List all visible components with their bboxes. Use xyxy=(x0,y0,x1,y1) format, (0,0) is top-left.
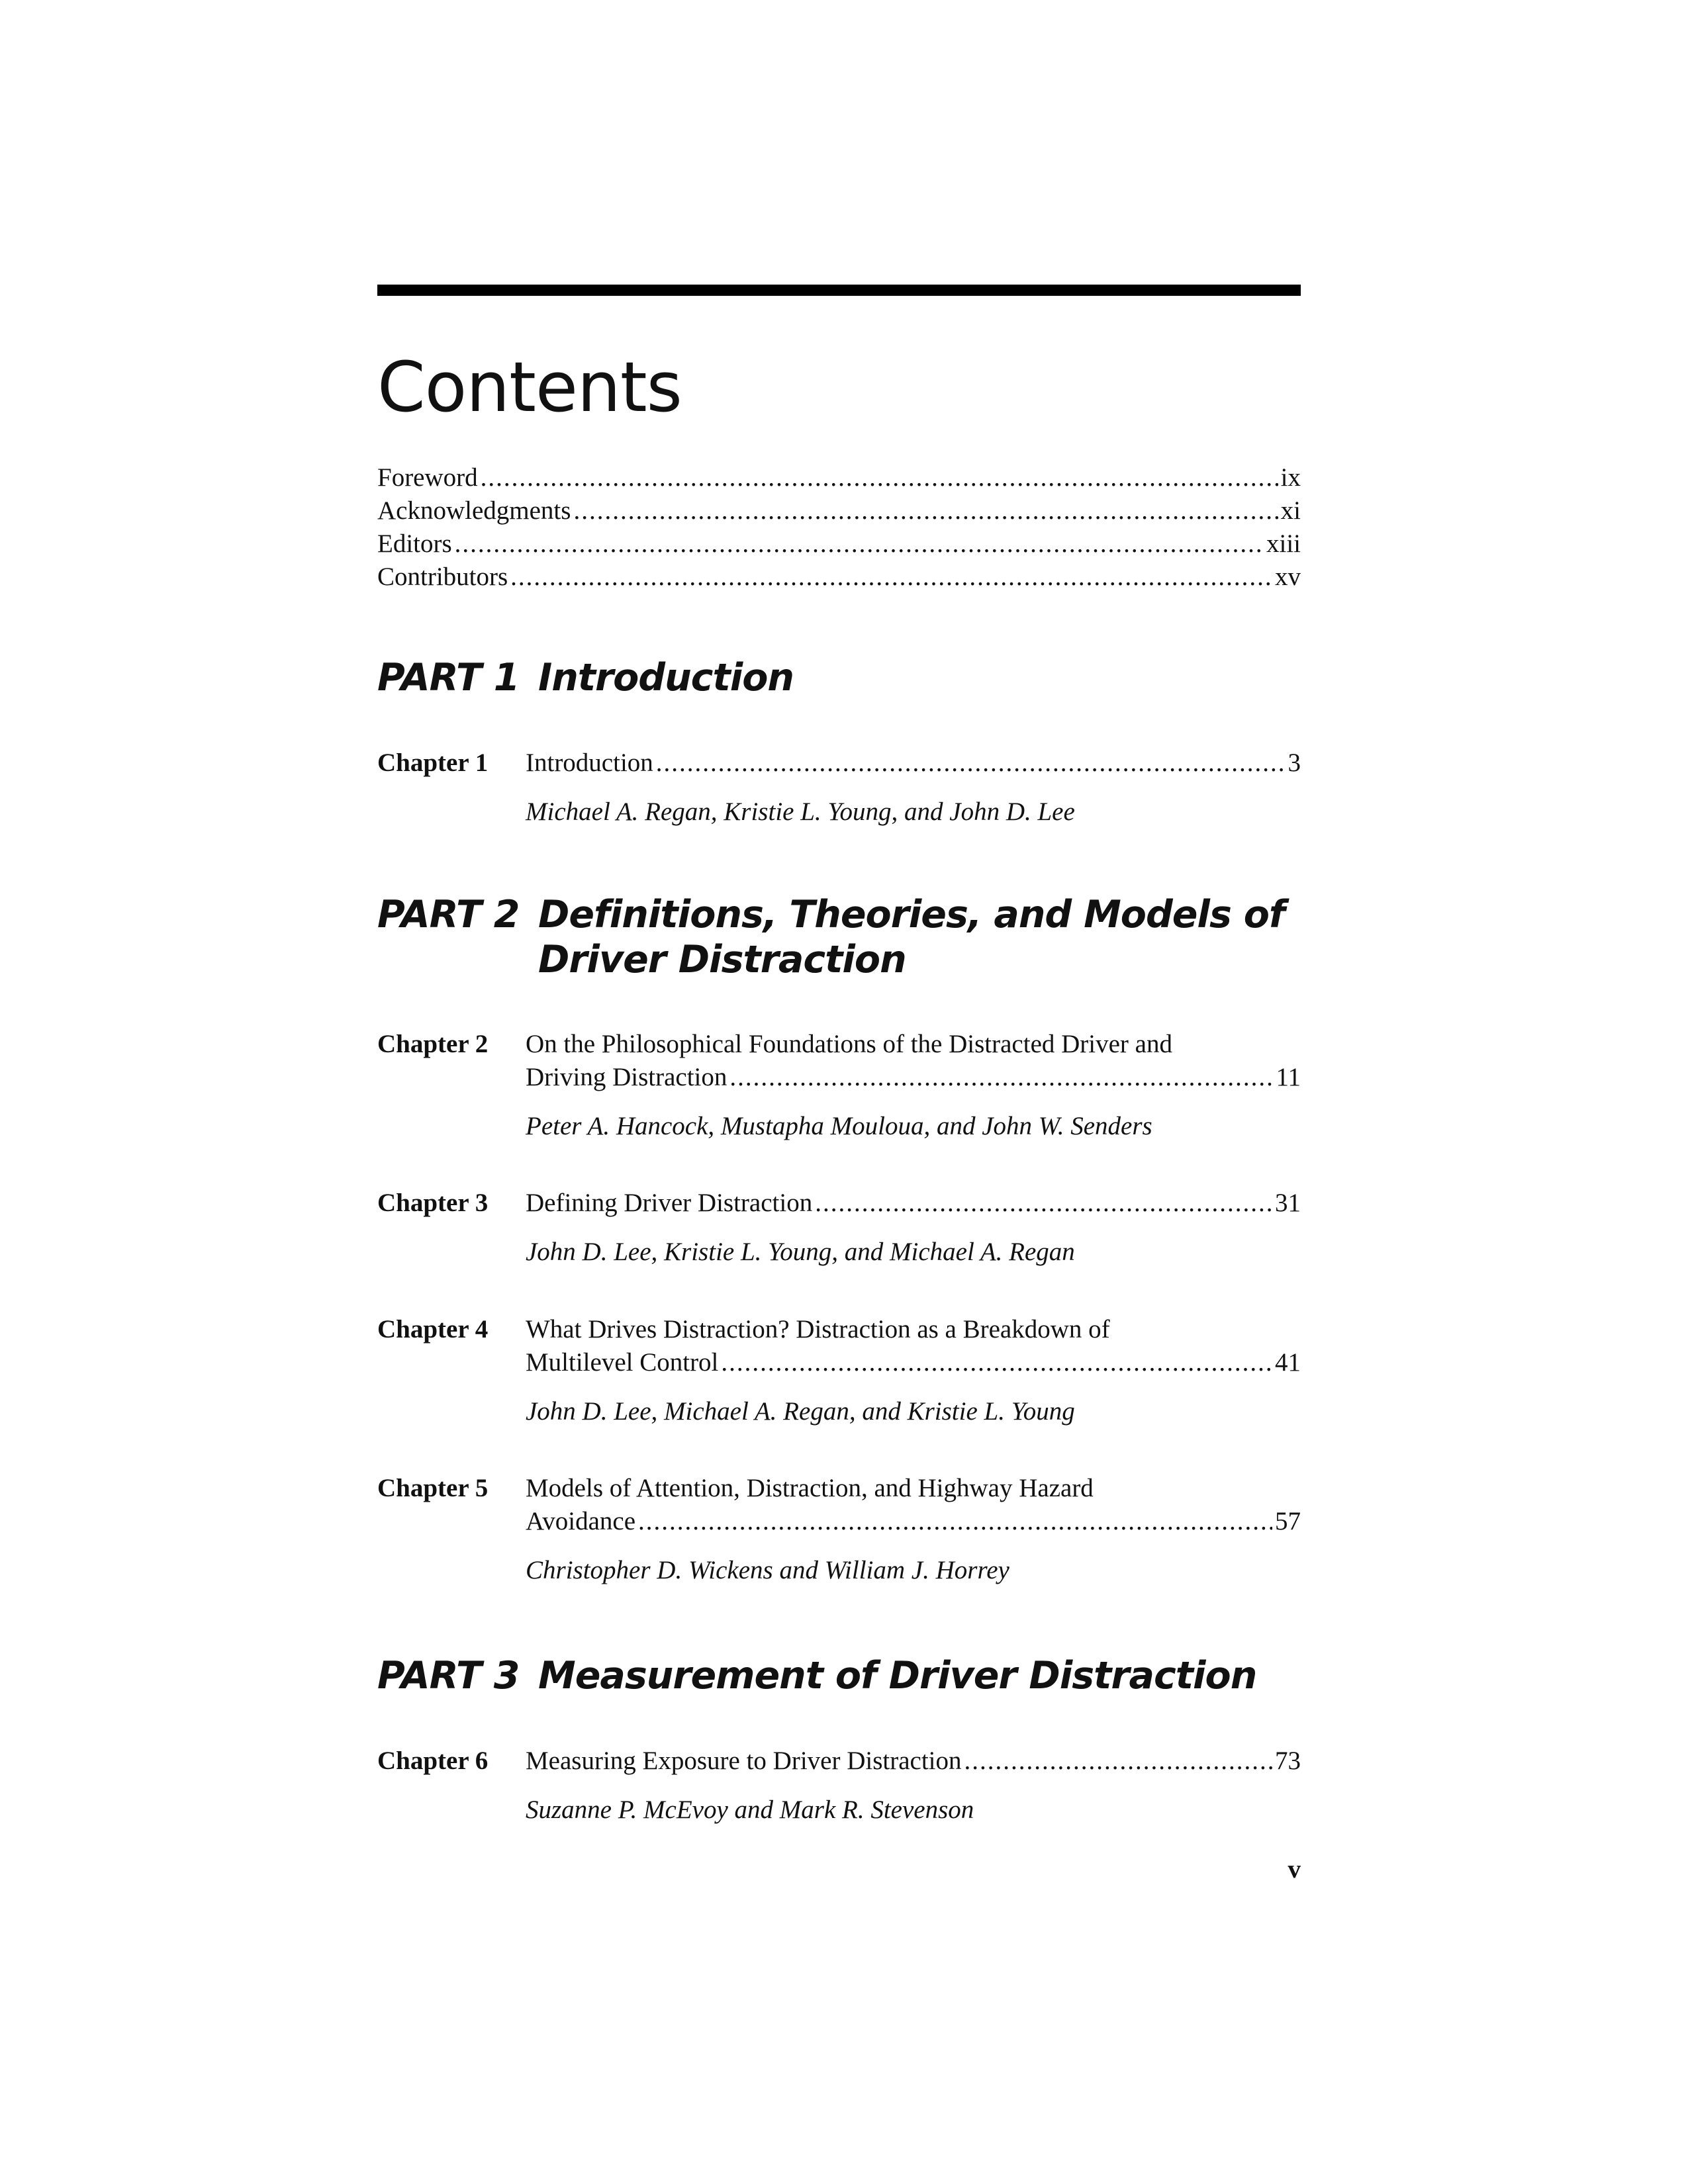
part-label: PART 3 xyxy=(377,1654,520,1698)
part-title-line-1: Definitions, Theories, and Models of xyxy=(538,893,1285,936)
chapter-page: 31 xyxy=(1275,1189,1301,1217)
entry-label: Foreword xyxy=(377,463,478,492)
toc-entry-acknowledgments[interactable] xyxy=(377,494,1301,527)
toc-entry-contributors[interactable] xyxy=(377,561,1301,594)
chapter-title-link[interactable] xyxy=(526,1187,1301,1220)
chapter-label: Chapter 4 xyxy=(377,1315,489,1343)
part-title: Measurement of Driver Distraction xyxy=(538,1654,1257,1698)
dot-leader xyxy=(729,1061,1273,1094)
chapter-title: Avoidance xyxy=(526,1507,636,1535)
chapter-title: Driving Distraction xyxy=(526,1063,727,1091)
chapter-title-link[interactable] xyxy=(526,1346,1301,1379)
dot-leader xyxy=(656,747,1286,780)
dot-leader xyxy=(510,561,1272,594)
chapter-title: Defining Driver Distraction xyxy=(526,1189,813,1217)
chapter-authors: Michael A. Regan, Kristie L. Young, and John D. Lee xyxy=(526,797,1075,826)
entry-page: xiii xyxy=(1266,529,1301,558)
chapter-authors: Suzanne P. McEvoy and Mark R. Stevenson xyxy=(526,1796,974,1824)
dot-leader xyxy=(721,1346,1272,1379)
part-label: PART 1 xyxy=(377,656,520,700)
chapter-title-link[interactable] xyxy=(526,1505,1301,1538)
chapter-authors: John D. Lee, Kristie L. Young, and Michael A. Regan xyxy=(526,1238,1075,1266)
chapter-page: 11 xyxy=(1276,1063,1301,1091)
chapter-title-link[interactable] xyxy=(526,1061,1301,1094)
part-label: PART 2 xyxy=(377,893,520,936)
chapter-page: 73 xyxy=(1275,1747,1301,1775)
entry-label: Contributors xyxy=(377,563,508,591)
chapter-authors: Christopher D. Wickens and William J. Horrey xyxy=(526,1556,1009,1584)
toc-page xyxy=(377,0,1301,2184)
chapter-label: Chapter 1 xyxy=(377,749,489,777)
entry-page: xv xyxy=(1275,563,1301,591)
chapter-title: What Drives Distraction? Distraction as a Breakdown of xyxy=(526,1315,1110,1343)
page-title: Contents xyxy=(377,347,682,428)
chapter-title: On the Philosophical Foundations of the Distracted Driver and xyxy=(526,1030,1172,1058)
entry-page: ix xyxy=(1280,463,1301,492)
chapter-title-link[interactable] xyxy=(526,747,1301,780)
page-number: v xyxy=(1288,1855,1301,1884)
dot-leader xyxy=(964,1745,1272,1778)
front-matter-list xyxy=(377,461,1301,594)
chapter-title: Introduction xyxy=(526,749,653,777)
entry-label: Editors xyxy=(377,529,452,558)
chapter-title: Models of Attention, Distraction, and Highway Hazard xyxy=(526,1474,1094,1502)
dot-leader xyxy=(815,1187,1272,1220)
entry-page: xi xyxy=(1280,496,1301,525)
chapter-label: Chapter 3 xyxy=(377,1189,489,1217)
chapter-label: Chapter 2 xyxy=(377,1030,489,1058)
top-rule xyxy=(377,285,1301,296)
chapter-label: Chapter 6 xyxy=(377,1747,489,1775)
chapter-page: 3 xyxy=(1288,749,1301,777)
chapter-authors: John D. Lee, Michael A. Regan, and Kristie L. Young xyxy=(526,1397,1075,1426)
toc-entry-foreword[interactable] xyxy=(377,461,1301,494)
chapter-title: Multilevel Control xyxy=(526,1348,719,1377)
chapter-title-link[interactable] xyxy=(526,1745,1301,1778)
chapter-page: 41 xyxy=(1275,1348,1301,1377)
dot-leader xyxy=(573,494,1278,527)
chapter-title-line-1[interactable] xyxy=(526,1028,1301,1061)
chapter-page: 57 xyxy=(1275,1507,1301,1535)
entry-label: Acknowledgments xyxy=(377,496,571,525)
part-title: Introduction xyxy=(538,656,794,700)
chapter-title-line-1[interactable] xyxy=(526,1313,1301,1346)
chapter-label: Chapter 5 xyxy=(377,1474,489,1502)
dot-leader xyxy=(481,461,1278,494)
chapter-title: Measuring Exposure to Driver Distraction xyxy=(526,1747,962,1775)
dot-leader xyxy=(638,1505,1272,1538)
dot-leader xyxy=(455,527,1264,561)
chapter-title-line-1[interactable] xyxy=(526,1472,1301,1505)
part-title-line-2: Driver Distraction xyxy=(538,938,906,981)
chapter-authors: Peter A. Hancock, Mustapha Mouloua, and John W. Senders xyxy=(526,1112,1152,1140)
toc-entry-editors[interactable] xyxy=(377,527,1301,561)
